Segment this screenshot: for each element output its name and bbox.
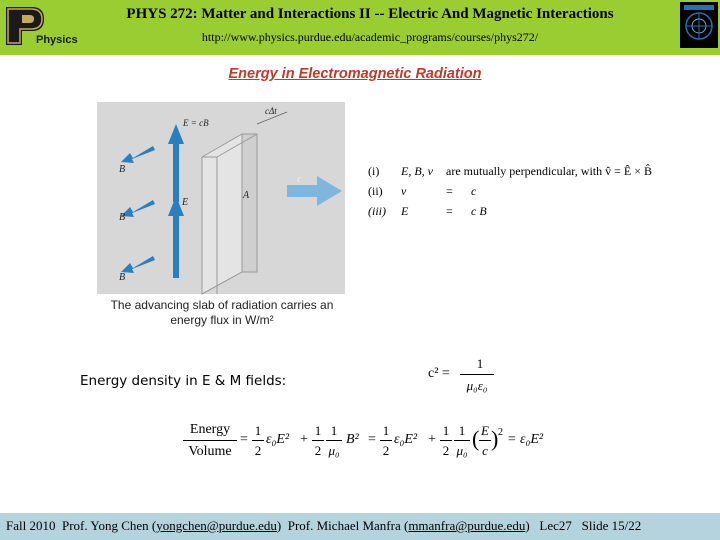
equals-sign: = bbox=[240, 432, 248, 447]
two: 2 bbox=[442, 443, 450, 458]
close-paren: ) bbox=[491, 426, 499, 451]
open-paren: ( bbox=[472, 426, 480, 451]
caption-line-2: energy flux in W/m² bbox=[170, 313, 274, 327]
one: 1 bbox=[314, 423, 322, 438]
two: 2 bbox=[314, 443, 322, 458]
plus-sign: + bbox=[428, 432, 436, 447]
property-equals: = bbox=[446, 204, 453, 218]
property-rhs: c bbox=[471, 184, 477, 198]
mu0: μ₀ bbox=[328, 443, 340, 458]
final-result: = ε₀E² bbox=[507, 432, 544, 447]
svg-text:E = cB: E = cB bbox=[183, 118, 209, 128]
figure-background bbox=[97, 102, 345, 294]
c-squared-numerator: 1 bbox=[476, 356, 484, 371]
exponent-two: 2 bbox=[498, 427, 503, 438]
em-wave-figure bbox=[97, 102, 347, 334]
footer-slide-number: Slide 15/22 bbox=[581, 518, 642, 533]
fraction-bar bbox=[479, 440, 491, 441]
svg-text:B: B bbox=[119, 272, 126, 283]
course-url[interactable]: http://www.physics.purdue.edu/academic_programs/courses/phys272/ bbox=[201, 30, 539, 44]
property-row bbox=[368, 164, 652, 184]
footer-prof2: Prof. Michael Manfra ( bbox=[287, 518, 409, 533]
footer-email1-link[interactable]: yongchen@purdue.edu bbox=[156, 518, 277, 533]
equals-sign: = bbox=[368, 432, 376, 447]
svg-text:Physics: Physics bbox=[36, 34, 78, 46]
property-lhs: v bbox=[401, 184, 407, 198]
fraction-bar bbox=[183, 440, 237, 441]
property-number: (iii) bbox=[368, 204, 386, 218]
two: 2 bbox=[254, 443, 262, 458]
svg-text:B: B bbox=[119, 212, 126, 223]
property-number: (ii) bbox=[368, 184, 383, 198]
b-field-arrows bbox=[121, 146, 155, 273]
footer-paren: ) bbox=[525, 518, 530, 533]
b-squared: B² bbox=[346, 432, 359, 447]
fraction-bar bbox=[380, 440, 392, 441]
property-text: are mutually perpendicular, with v̂ = Ê × B̂ bbox=[446, 164, 652, 178]
fraction-bar bbox=[440, 440, 452, 441]
wave-properties bbox=[368, 164, 652, 224]
footer-text bbox=[6, 518, 641, 534]
slide-title: Energy in Electromagnetic Radiation bbox=[228, 66, 482, 82]
property-lhs: E bbox=[401, 204, 409, 218]
two: 2 bbox=[382, 443, 390, 458]
fraction-bar bbox=[460, 374, 494, 375]
footer-prof1: Prof. Yong Chen ( bbox=[61, 518, 157, 533]
one: 1 bbox=[382, 423, 390, 438]
fraction-bar bbox=[252, 440, 264, 441]
fraction-bar bbox=[312, 440, 324, 441]
propagation-arrow bbox=[287, 176, 342, 206]
fraction-bar bbox=[454, 440, 470, 441]
footer-paren: ) bbox=[276, 518, 282, 533]
property-row bbox=[368, 204, 652, 224]
mu0: μ₀ bbox=[456, 443, 468, 458]
footer-lecture: Lec27 bbox=[539, 518, 572, 533]
eps0-e2: ε₀E² bbox=[266, 432, 290, 447]
course-title: PHYS 272: Matter and Interactions II -- Electric And Magnetic Interactions bbox=[126, 6, 614, 22]
footer-bar bbox=[0, 513, 720, 540]
property-row bbox=[368, 184, 652, 204]
property-rhs: c B bbox=[471, 204, 487, 218]
e-field: E bbox=[481, 423, 489, 438]
footer-email2-link[interactable]: mmanfra@purdue.edu bbox=[408, 518, 526, 533]
svg-text:A: A bbox=[243, 190, 250, 201]
c-squared-lhs: c² = bbox=[428, 366, 450, 381]
svg-text:c: c bbox=[297, 174, 302, 185]
plus-sign: + bbox=[300, 432, 308, 447]
property-equals: = bbox=[446, 184, 453, 198]
header-bar bbox=[0, 0, 720, 55]
caption-line-1: The advancing slab of radiation carries an bbox=[110, 298, 334, 312]
property-number: (i) bbox=[368, 164, 380, 178]
one: 1 bbox=[442, 423, 450, 438]
energy-numerator: Energy bbox=[189, 422, 231, 437]
one: 1 bbox=[254, 423, 262, 438]
eps0-e2: ε₀E² bbox=[394, 432, 418, 447]
department-emblem bbox=[680, 2, 718, 48]
volume-denominator: Volume bbox=[188, 444, 232, 459]
one: 1 bbox=[458, 423, 466, 438]
purdue-physics-logo bbox=[2, 3, 78, 49]
svg-text:cΔt: cΔt bbox=[265, 106, 277, 116]
svg-text:E: E bbox=[182, 197, 189, 208]
svg-text:B: B bbox=[119, 164, 126, 175]
footer-term: Fall 2010 bbox=[6, 518, 56, 533]
energy-density-label: Energy density in E & M fields: bbox=[80, 373, 287, 389]
one: 1 bbox=[330, 423, 338, 438]
figure-caption bbox=[97, 298, 347, 328]
property-vectors: E, B, v bbox=[401, 164, 433, 178]
c-squared-denominator: μ₀ε₀ bbox=[466, 378, 488, 393]
fraction-bar bbox=[326, 440, 342, 441]
speed-of-light: c bbox=[482, 443, 488, 458]
